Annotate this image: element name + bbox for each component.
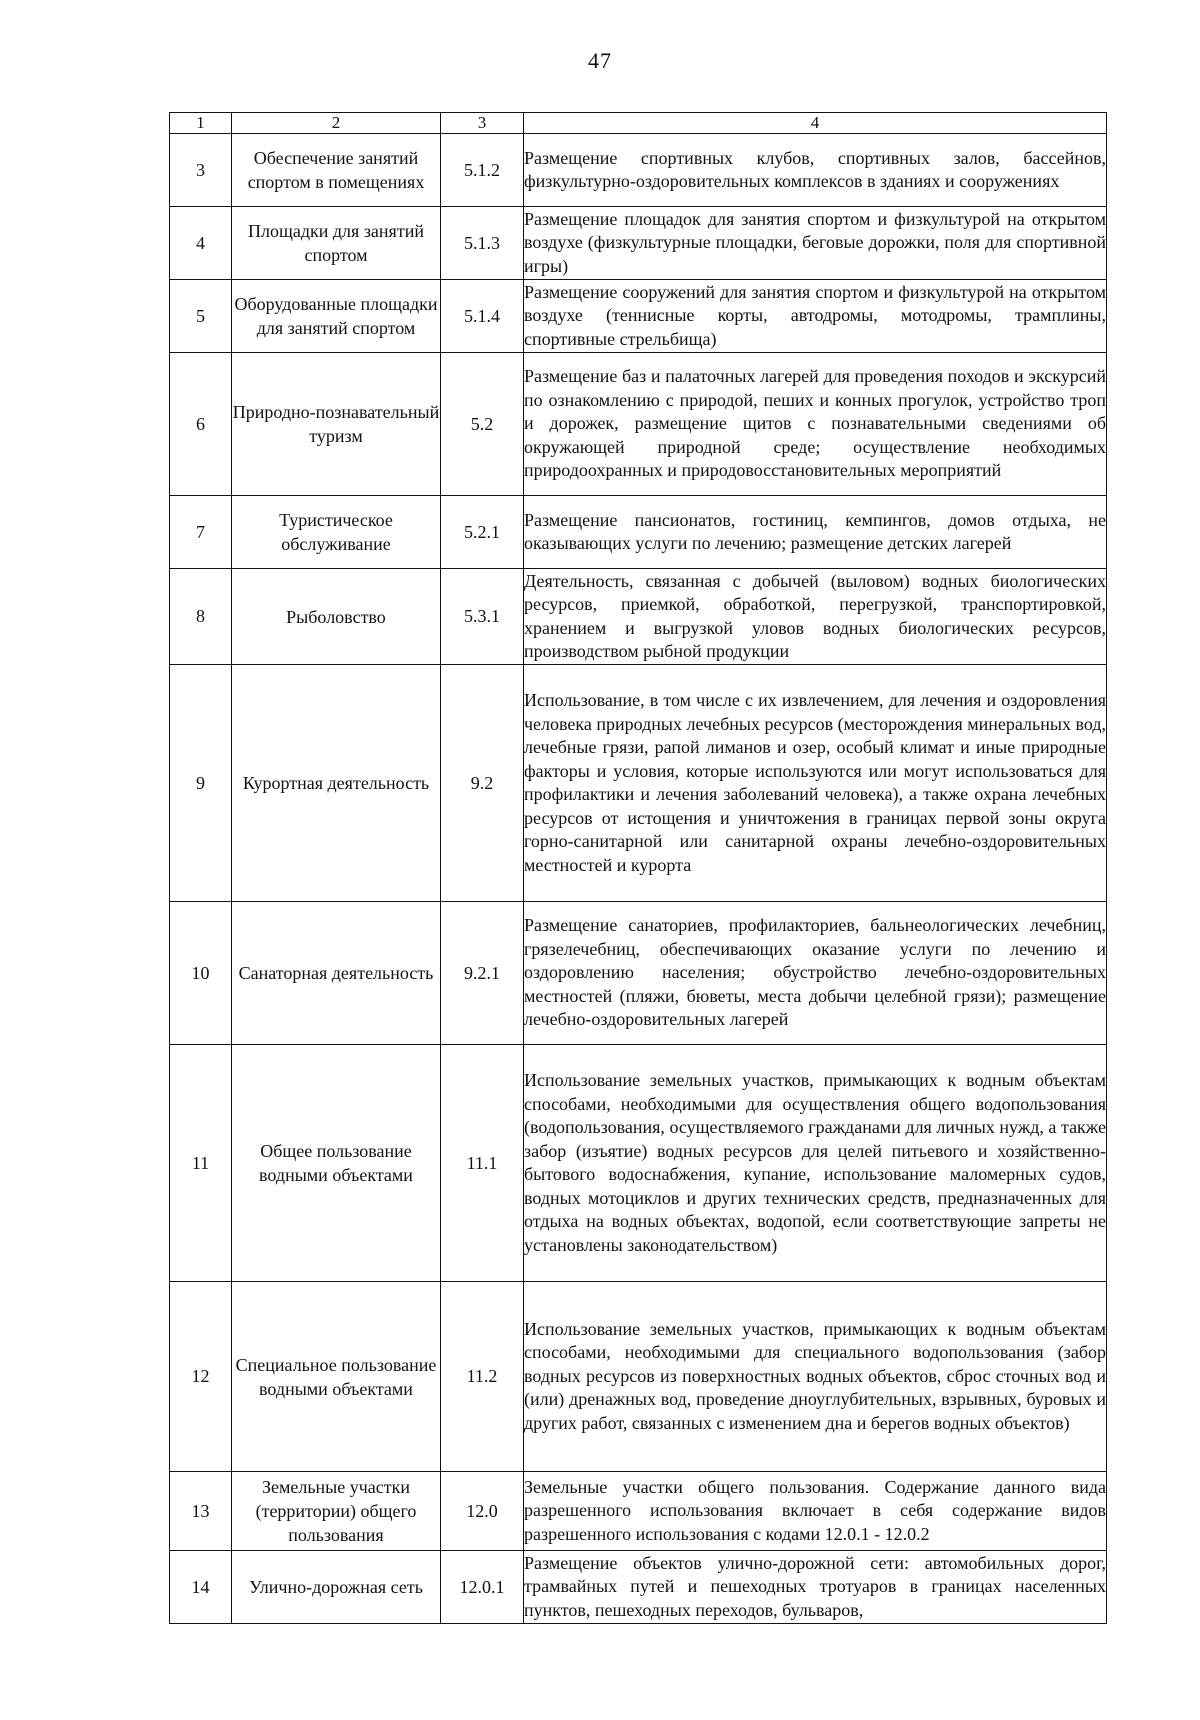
- row-code: 12.0.1: [441, 1551, 524, 1624]
- row-description: Размещение объектов улично-дорожной сети: автомобильных дорог, трамвайных путей и пешеходных тротуаров в границах населенных пунктов, пешеходных переходов, бульваров,: [524, 1551, 1107, 1624]
- header-col-3: 3: [441, 113, 524, 134]
- row-name: Улично-дорожная сеть: [232, 1551, 441, 1624]
- table-row: [170, 280, 1107, 353]
- row-number: 12: [170, 1282, 232, 1472]
- row-description: Размещение баз и палаточных лагерей для проведения походов и экскурсий по ознакомлению с природой, пеших и конных прогулок, устройство троп и дорожек, размещение щитов с познавательными сведениями об окружающей природной среде; осуществление необходимых природоохранных и природовосстановительных мероприятий: [524, 353, 1107, 496]
- row-number: 13: [170, 1472, 232, 1551]
- row-name: Рыболовство: [232, 569, 441, 665]
- row-description: Деятельность, связанная с добычей (выловом) водных биологических ресурсов, приемкой, обработкой, перегрузкой, транспортировкой, хранением и выгрузкой уловов водных биологических ресурсов, производством рыбной продукции: [524, 569, 1107, 665]
- table-row: [170, 134, 1107, 207]
- row-name: Природно-познавательный туризм: [232, 353, 441, 496]
- row-name: Земельные участки (территории) общего пользования: [232, 1472, 441, 1551]
- row-name: Обеспечение занятий спортом в помещениях: [232, 134, 441, 207]
- row-number: 7: [170, 496, 232, 569]
- row-description: Размещение площадок для занятия спортом и физкультурой на открытом воздухе (физкультурные площадки, беговые дорожки, поля для спортивной игры): [524, 207, 1107, 280]
- row-code: 5.3.1: [441, 569, 524, 665]
- row-name: Санаторная деятельность: [232, 902, 441, 1045]
- row-code: 11.1: [441, 1045, 524, 1282]
- header-col-2: 2: [232, 113, 441, 134]
- row-name: Специальное пользование водными объектами: [232, 1282, 441, 1472]
- row-name: Туристическое обслуживание: [232, 496, 441, 569]
- row-name: Курортная деятельность: [232, 665, 441, 902]
- row-description: Размещение сооружений для занятия спортом и физкультурой на открытом воздухе (теннисные корты, автодромы, мотодромы, трамплины, спортивные стрельбища): [524, 280, 1107, 353]
- row-description: Земельные участки общего пользования. Содержание данного вида разрешенного использования включает в себя содержание видов разрешенного использования с кодами 12.0.1 - 12.0.2: [524, 1472, 1107, 1551]
- table-row: [170, 569, 1107, 665]
- table-row: [170, 496, 1107, 569]
- row-number: 9: [170, 665, 232, 902]
- table-row: [170, 665, 1107, 902]
- row-code: 12.0: [441, 1472, 524, 1551]
- row-number: 6: [170, 353, 232, 496]
- row-name: Общее пользование водными объектами: [232, 1045, 441, 1282]
- table-row: [170, 1472, 1107, 1551]
- row-description: Размещение спортивных клубов, спортивных залов, бассейнов, физкультурно-оздоровительных комплексов в зданиях и сооружениях: [524, 134, 1107, 207]
- land-use-table: [169, 112, 1107, 1624]
- page-number: 47: [588, 48, 612, 73]
- row-code: 5.2: [441, 353, 524, 496]
- table-row: [170, 353, 1107, 496]
- row-description: Использование, в том числе с их извлечением, для лечения и оздоровления человека природных лечебных ресурсов (месторождения минеральных вод, лечебные грязи, рапой лиманов и озер, особый климат и иные природные факторы и условия, которые используются или могут использоваться для профилактики и лечения заболеваний человека), а также охрана лечебных ресурсов от истощения и уничтожения в границах первой зоны округа горно-санитарной или санитарной охраны лечебно-оздоровительных местностей и курорта: [524, 665, 1107, 902]
- table-row: [170, 207, 1107, 280]
- table-row: [170, 1551, 1107, 1624]
- table-row: [170, 902, 1107, 1045]
- row-description: Использование земельных участков, примыкающих к водным объектам способами, необходимыми для специального водопользования (забор водных ресурсов из поверхностных водных объектов, сброс сточных вод и (или) дренажных вод, проведение дноуглубительных, взрывных, буровых и других работ, связанных с изменением дна и берегов водных объектов): [524, 1282, 1107, 1472]
- table-row: [170, 1282, 1107, 1472]
- row-description: Размещение санаториев, профилакториев, бальнеологических лечебниц, грязелечебниц, обеспечивающих оказание услуги по лечению и оздоровлению населения; обустройство лечебно-оздоровительных местностей (пляжи, бюветы, места добычи целебной грязи); размещение лечебно-оздоровительных лагерей: [524, 902, 1107, 1045]
- table-row: [170, 1045, 1107, 1282]
- row-number: 14: [170, 1551, 232, 1624]
- row-number: 4: [170, 207, 232, 280]
- row-code: 9.2.1: [441, 902, 524, 1045]
- row-code: 9.2: [441, 665, 524, 902]
- table-header-row: [170, 113, 1107, 134]
- row-description: Использование земельных участков, примыкающих к водным объектам способами, необходимыми для осуществления общего водопользования (водопользования, осуществляемого гражданами для личных нужд, а также забор (изъятие) водных ресурсов для целей питьевого и хозяйственно-бытового водоснабжения, купание, использование маломерных судов, водных мотоциклов и других технических средств, предназначенных для отдыха на водных объектах, водопой, если соответствующие запреты не установлены законодательством): [524, 1045, 1107, 1282]
- header-col-4: 4: [524, 113, 1107, 134]
- row-number: 10: [170, 902, 232, 1045]
- row-code: 5.1.4: [441, 280, 524, 353]
- row-code: 5.2.1: [441, 496, 524, 569]
- row-name: Оборудованные площадки для занятий спортом: [232, 280, 441, 353]
- row-number: 8: [170, 569, 232, 665]
- row-code: 11.2: [441, 1282, 524, 1472]
- row-description: Размещение пансионатов, гостиниц, кемпингов, домов отдыха, не оказывающих услуги по лечению; размещение детских лагерей: [524, 496, 1107, 569]
- header-col-1: 1: [170, 113, 232, 134]
- row-number: 11: [170, 1045, 232, 1282]
- row-name: Площадки для занятий спортом: [232, 207, 441, 280]
- row-code: 5.1.2: [441, 134, 524, 207]
- row-number: 5: [170, 280, 232, 353]
- row-number: 3: [170, 134, 232, 207]
- row-code: 5.1.3: [441, 207, 524, 280]
